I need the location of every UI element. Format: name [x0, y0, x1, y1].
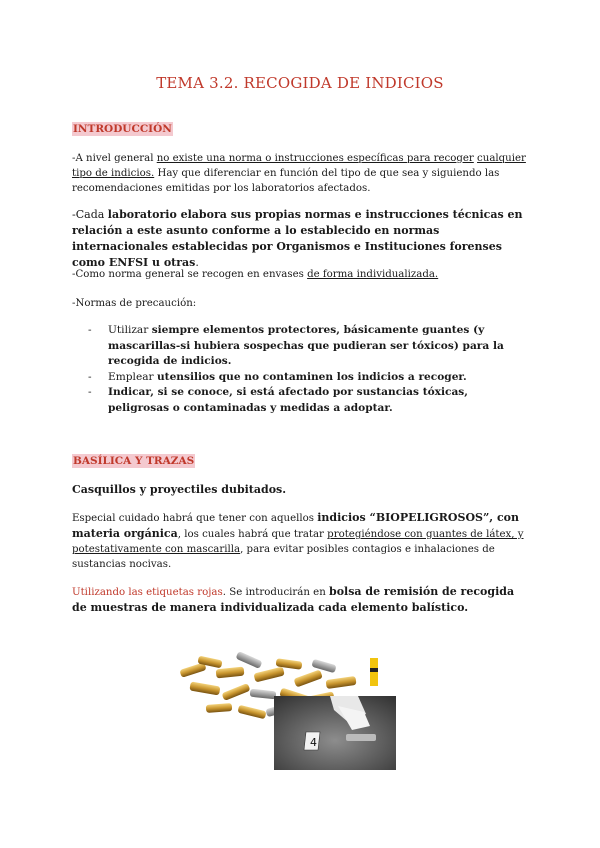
bold-text: bolsa de remisión de recogida de muestras de manera individualizada cada elemento balístico. — [72, 585, 515, 614]
list-dash: - — [88, 386, 92, 398]
list-item — [72, 323, 528, 370]
text-run: -Como norma general se recogen en envases — [72, 269, 308, 280]
text-run: -A nivel general — [72, 153, 157, 164]
evidence-marker-number: 4 — [310, 736, 317, 749]
text-run: , para evitar posibles contagios e inhalaciones de sustancias nocivas. — [72, 544, 495, 570]
ballistic-subheading — [72, 482, 528, 498]
crime-scene-illustration — [274, 696, 396, 770]
underlined-text: cualquier tipo de indicios. — [72, 153, 526, 179]
bold-text: indicios “BIOPELIGROSOS”, con materia orgánica — [72, 511, 519, 540]
section-heading-introduccion: INTRODUCCIÓN — [73, 123, 172, 135]
underlined-text: protegiéndose con guantes de látex, y potestativamente con mascarilla — [72, 529, 524, 555]
intro-paragraph-3 — [72, 267, 528, 282]
bold-text: laboratorio elabora sus propias normas e instrucciones técnicas en relación a este asunto conforme a lo establecido en normas internacionales establecidas por Organismos e Instituciones forenses como ENFSI u otras — [72, 208, 523, 269]
list-dash: - — [88, 324, 92, 336]
text-run: -Cada — [72, 208, 108, 221]
precaution-list — [72, 323, 528, 416]
crime-scene-photo — [274, 696, 396, 770]
bold-text: Indicar, si se conoce, si está afectado por sustancias tóxicas, peligrosas o contaminadas y medidas a adoptar. — [108, 386, 468, 414]
ballistic-paragraph-1 — [72, 510, 528, 572]
text-run: . — [195, 256, 199, 269]
intro-paragraph-2 — [72, 207, 528, 271]
text-run: . Se introducirán en — [222, 587, 330, 598]
red-text: Utilizando las etiquetas rojas — [72, 587, 223, 598]
bold-text: siempre elementos protectores, básicamente guantes (y mascarillas-si hubiera sospechas que pudieran ser tóxicos) para la recogida de indicios. — [108, 324, 504, 367]
section-heading-basilica: BASÍLICA Y TRAZAS — [73, 455, 195, 467]
text-run: , los cuales habrá que tratar — [177, 529, 328, 540]
intro-paragraph-1 — [72, 151, 528, 196]
text-run: Emplear — [108, 370, 157, 383]
crime-scene-tape-fragment — [370, 658, 378, 686]
list-dash: - — [88, 370, 92, 383]
bold-text: utensilios que no contaminen los indicios a recoger. — [156, 370, 467, 383]
list-item — [72, 370, 528, 386]
ballistic-paragraph-2 — [72, 584, 528, 616]
list-item — [72, 385, 528, 416]
text-run: Utilizar — [108, 324, 152, 336]
underlined-text: de forma individualizada. — [307, 269, 439, 280]
text-run: Hay que diferenciar en función del tipo de que sea y siguiendo las recomendaciones emitidas por los laboratorios afectados. — [72, 168, 500, 194]
underlined-text: no existe una norma o instrucciones específicas para recoger — [156, 153, 474, 164]
text-run: Especial cuidado habrá que tener con aquellos — [72, 513, 318, 524]
bold-text: Casquillos y proyectiles dubitados. — [72, 483, 287, 496]
page-title: TEMA 3.2. RECOGIDA DE INDICIOS — [156, 74, 444, 92]
intro-paragraph-4: -Normas de precaución: — [72, 298, 197, 309]
